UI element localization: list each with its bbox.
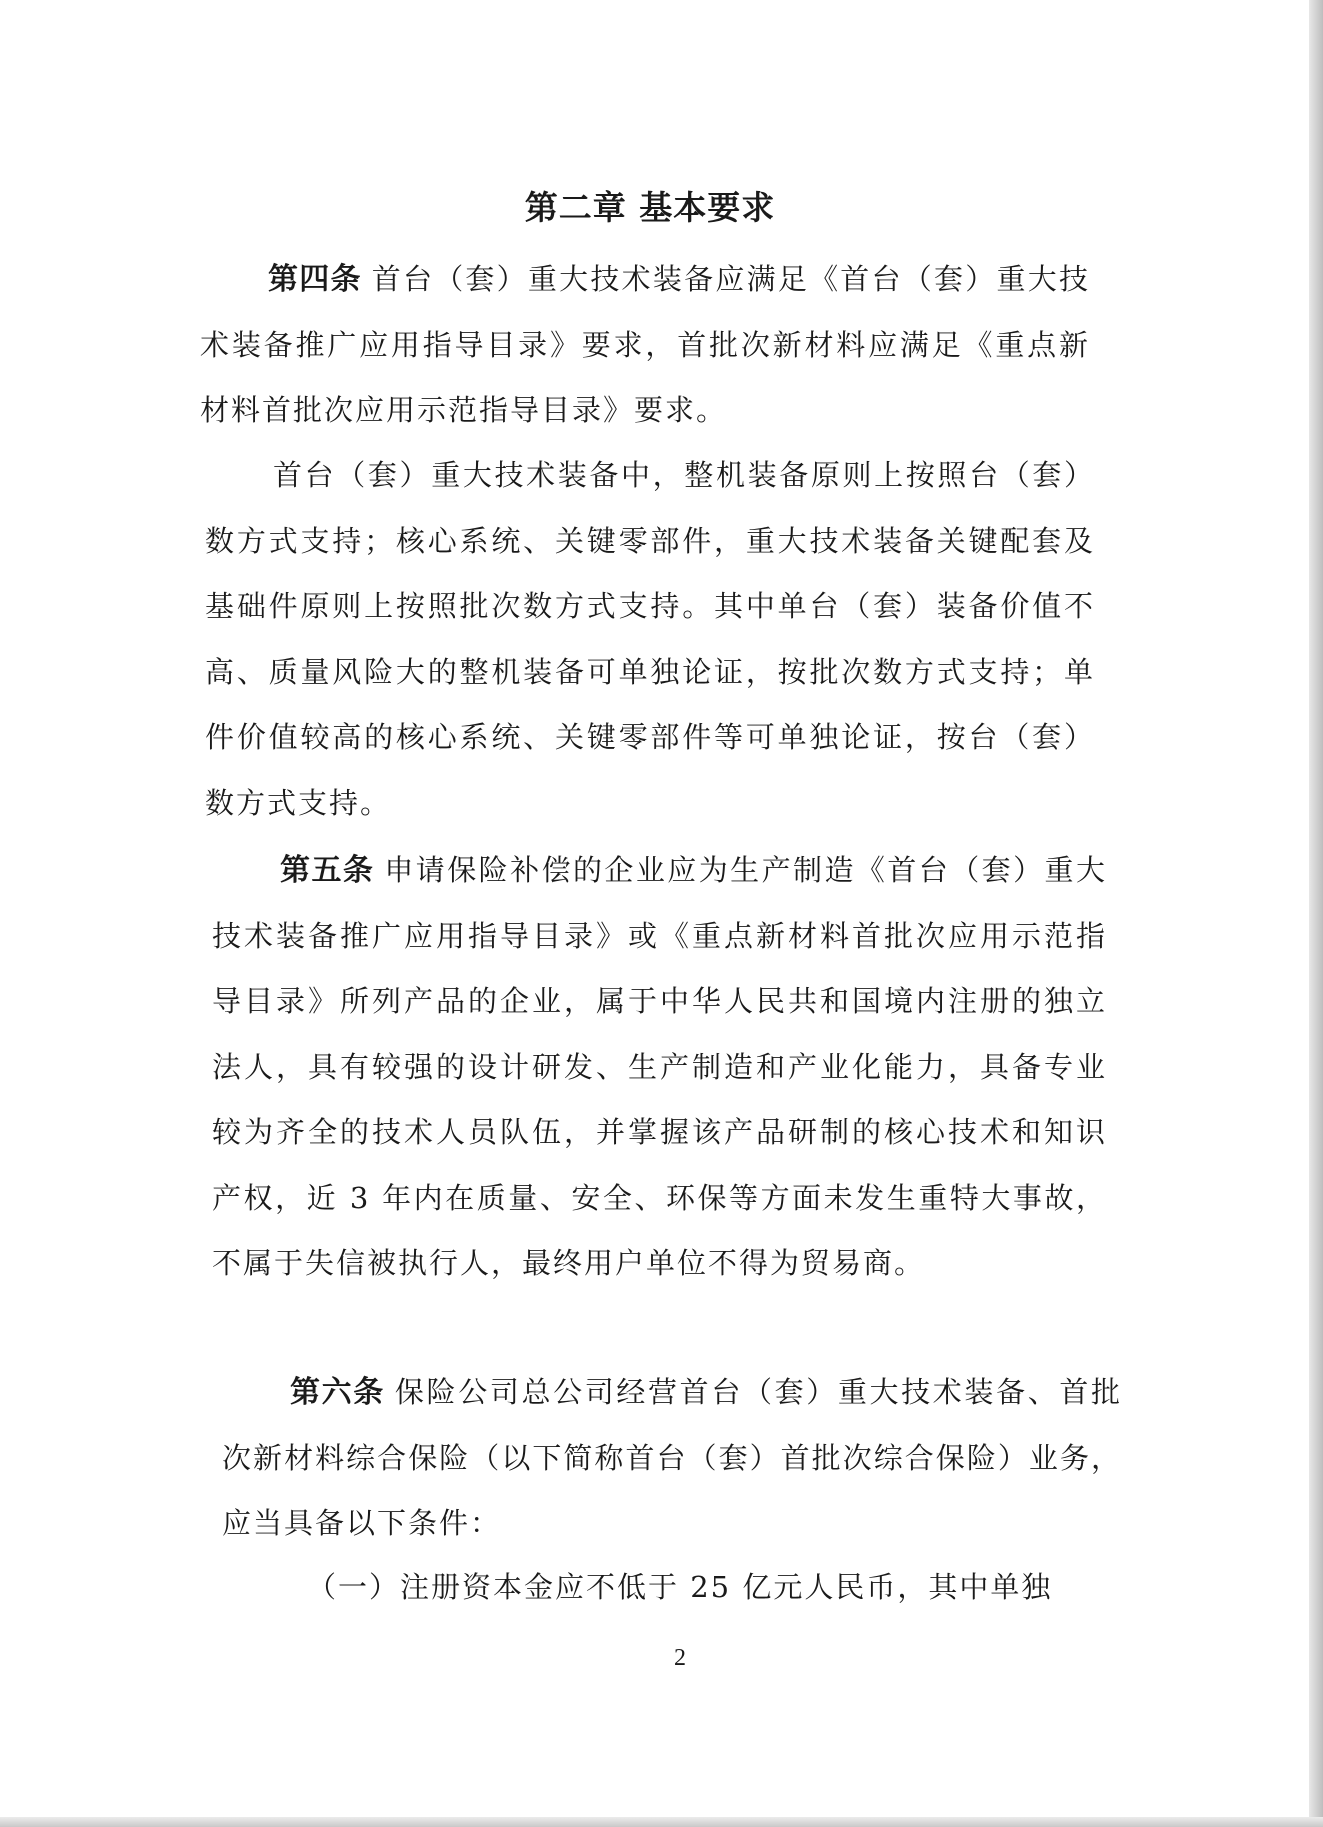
article-4-continuation-paragraph <box>205 443 1095 836</box>
article-6-paragraph <box>222 1360 1122 1557</box>
page-number: 2 <box>674 1645 686 1671</box>
article-4-continuation-body: 首台（套）重大技术装备中，整机装备原则上按照台（套）数方式支持；核心系统、关键零部件，重大技术装备关键配套及基础件原则上按照批次数方式支持。其中单台（套）装备价值不高、质量风险大的整机装备可单独论证，按批次数方式支持；单件价值较高的核心系统、关键零部件等可单独论证，按台（套）数方式支持。 <box>205 458 1095 820</box>
chapter-title: 第二章 基本要求 <box>524 188 776 227</box>
article-4-paragraph <box>200 247 1090 444</box>
scan-edge-bottom <box>0 1817 1323 1827</box>
article-5-paragraph <box>212 838 1107 1297</box>
article-5-body: 申请保险补偿的企业应为生产制造《首台（套）重大技术装备推广应用指导目录》或《重点新材料首批次应用示范指导目录》所列产品的企业，属于中华人民共和国境内注册的独立法人，具有较强的设计研发、生产制造和产业化能力，具备专业较为齐全的技术人员队伍，并掌握该产品研制的核心技术和知识产权，近 3 年内在质量、安全、环保等方面未发生重特大事故，不属于失信被执行人，最终用户单位不得为贸易商。 <box>212 853 1107 1280</box>
article-5-heading: 第五条 <box>280 853 375 888</box>
article-4-heading: 第四条 <box>268 262 362 297</box>
condition-1-paragraph <box>225 1555 1125 1621</box>
article-6-body: 保险公司总公司经营首台（套）重大技术装备、首批次新材料综合保险（以下简称首台（套）首批次综合保险）业务，应当具备以下条件： <box>222 1375 1122 1540</box>
article-4-body: 首台（套）重大技术装备应满足《首台（套）重大技术装备推广应用指导目录》要求，首批次新材料应满足《重点新材料首批次应用示范指导目录》要求。 <box>200 262 1090 427</box>
scan-edge-right <box>1309 0 1323 1827</box>
article-6-heading: 第六条 <box>290 1375 385 1410</box>
condition-1-body: （一）注册资本金应不低于 25 亿元人民币，其中单独 <box>307 1570 1053 1604</box>
